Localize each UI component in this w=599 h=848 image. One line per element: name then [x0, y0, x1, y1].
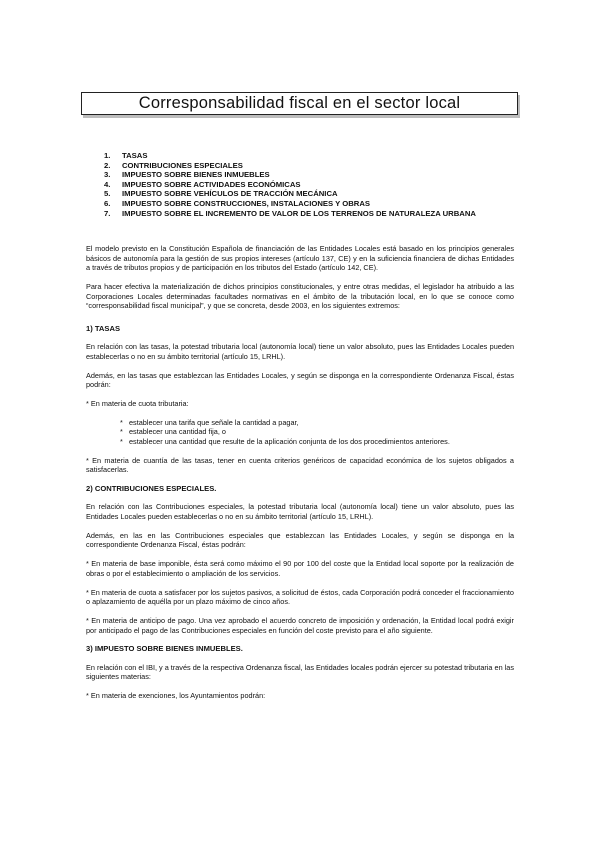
list-item-text: establecer una tarifa que señale la cantidad a pagar, [129, 417, 299, 427]
paragraph: * En materia de base imponible, ésta será como máximo el 90 por 100 del coste que la Entidad local soporte por la realización de obras o por el establecimiento o ampliación de los servicios. [86, 559, 514, 578]
list-item-text: establecer una cantidad que resulte de la aplicación conjunta de los dos procedimientos anteriores. [129, 437, 450, 447]
section-heading-ibi: 3) IMPUESTO SOBRE BIENES INMUEBLES. [86, 644, 243, 654]
intro-paragraph: El modelo previsto en la Constitución Española de financiación de las Entidades Locales está basado en los principios generales básicos de autonomía para la gestión de sus propios intereses (artículo 137, CE) y en la suficiencia financiera de dichas Entidades a través de tributos propios y de participación en los tributos del Estado (artículo 142, CE). [86, 244, 514, 273]
paragraph: * En materia de cuota a satisfacer por los sujetos pasivos, a solicitud de éstos, cada Corporación podrá conceder el fraccionamiento o aplazamiento de aquélla por un plazo máximo de cinco años. [86, 587, 514, 607]
paragraph: En relación con el IBI, y a través de la respectiva Ordenanza fiscal, las Entidades locales podrán ejercer su potestad tributaria en las siguientes materias: [86, 662, 514, 682]
list-item-text: establecer una cantidad fija, o [129, 427, 226, 437]
toc-number: 1. [104, 151, 111, 160]
document-title: Corresponsabilidad fiscal en el sector local [81, 92, 518, 115]
toc-item [104, 209, 516, 219]
toc-number: 2. [104, 160, 111, 170]
paragraph: En relación con las Contribuciones especiales, la potestad tributaria local (autonomía local) tiene un valor absoluto, pues las Entidades Locales pueden establecerlas o no en su ámbito territorial (artículo 15, LRHL). [86, 502, 514, 521]
toc-text: IMPUESTO SOBRE CONSTRUCCIONES, INSTALACIONES Y OBRAS [122, 198, 371, 208]
cuota-options-list [86, 418, 514, 447]
section-heading-contribuciones: 2) CONTRIBUCIONES ESPECIALES. [86, 484, 217, 494]
toc-item [104, 189, 516, 199]
list-item [120, 427, 514, 437]
section-heading-tasas: 1) TASAS [86, 323, 121, 333]
toc-text: CONTRIBUCIONES ESPECIALES [122, 160, 243, 170]
bullet-icon: * [120, 427, 123, 437]
paragraph: * En materia de exenciones, los Ayuntamientos podrán: [86, 691, 266, 701]
toc-text: IMPUESTO SOBRE EL INCREMENTO DE VALOR DE LOS TERRENOS DE NATURALEZA URBANA [122, 208, 476, 218]
toc-item [104, 161, 516, 171]
toc-text: IMPUESTO SOBRE BIENES INMUEBLES [122, 170, 270, 180]
intro-paragraph: Para hacer efectiva la materialización de dichos principios constitucionales, y entre otras medidas, el legislador ha atribuido a las Corporaciones Locales determinadas facultades normativas en el ámbito de la tributación local, en lo que se conoce como “corresponsabilidad fiscal municipal”, y que se concreta, desde 2003, en los siguientes extremos: [86, 281, 514, 311]
toc-number: 4. [104, 179, 111, 189]
paragraph: * En materia de anticipo de pago. Una vez aprobado el acuerdo concreto de imposición y ordenación, la Entidad local podrá exigir por anticipado el pago de las Contribuciones especiales en función del coste previsto para el año siguiente. [86, 615, 514, 635]
toc-text: TASAS [122, 151, 148, 160]
document-body [86, 244, 514, 710]
bullet-icon: * [120, 417, 123, 427]
toc-item [104, 170, 516, 180]
paragraph: Además, en las tasas que establezcan las Entidades Locales, y según se disponga en la correspondiente Ordenanza Fiscal, éstas podrán: [86, 370, 514, 390]
bullet-icon: * [120, 437, 123, 447]
toc-item [104, 180, 516, 190]
paragraph: * En materia de cuota tributaria: [86, 399, 189, 409]
paragraph: Además, en las en las Contribuciones especiales que establezcan las Entidades Locales, y según se disponga en la correspondiente Ordenanza Fiscal, éstas podrán: [86, 530, 514, 550]
toc-number: 6. [104, 198, 111, 208]
toc-text: IMPUESTO SOBRE VEHÍCULOS DE TRACCIÓN MECÁNICA [122, 189, 338, 199]
list-item [120, 437, 514, 447]
toc-item [104, 151, 516, 161]
toc-text: IMPUESTO SOBRE ACTIVIDADES ECONÓMICAS [122, 179, 301, 189]
paragraph: En relación con las tasas, la potestad tributaria local (autonomía local) tiene un valor absoluto, pues las Entidades Locales pueden establecerlas o no en su ámbito territorial (artículo 15, LRHL). [86, 342, 514, 361]
table-of-contents [104, 151, 516, 218]
toc-number: 3. [104, 170, 111, 180]
list-item [120, 418, 514, 428]
toc-number: 7. [104, 208, 111, 218]
toc-item [104, 199, 516, 209]
paragraph: * En materia de cuantía de las tasas, tener en cuenta criterios genéricos de capacidad económica de los sujetos obligados a satisfacerlas. [86, 455, 514, 475]
toc-number: 5. [104, 189, 111, 199]
